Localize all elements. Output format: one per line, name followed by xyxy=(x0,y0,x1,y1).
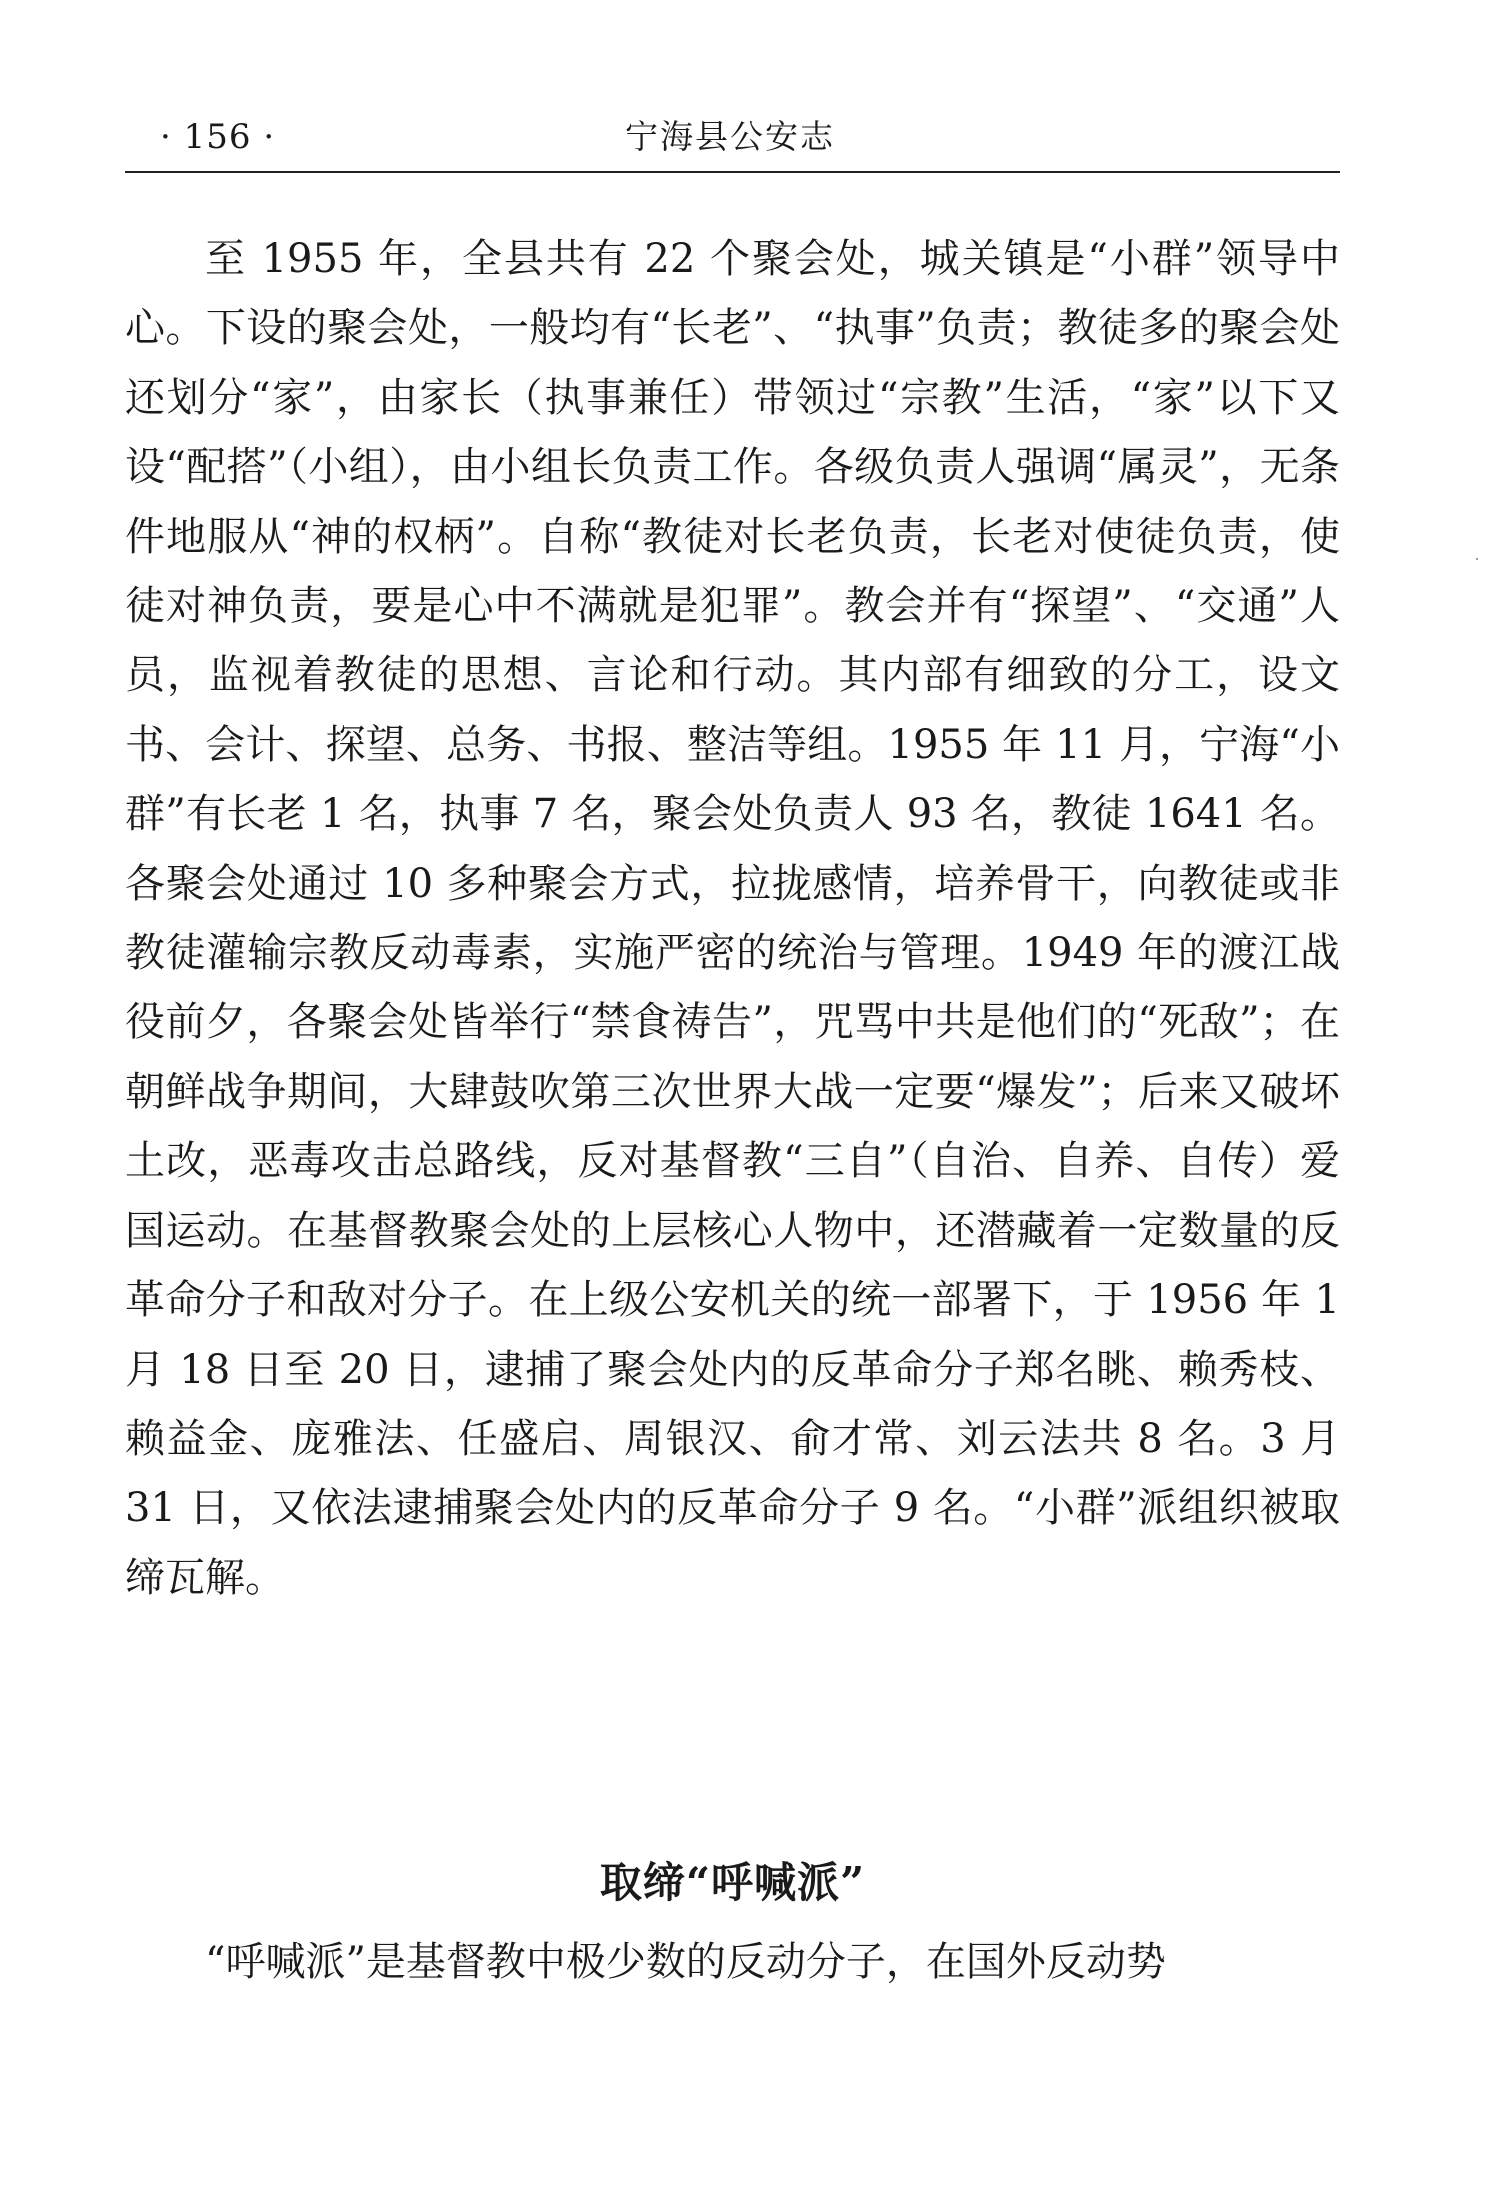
paragraph: 至 1955 年，全县共有 22 个聚会处，城关镇是“小群”领导中心。下设的聚会处，一般均有“长老”、“执事”负责；教徒多的聚会处还划分“家”，由家长（执事兼任）带领过“宗教”生活，“家”以下又设“配搭”（小组），由小组长负责工作。各级负责人强调“属灵”，无条件地服从“神的权柄”。自称“教徒对长老负责，长老对使徒负责，使徒对神负责，要是心中不满就是犯罪”。教会并有“探望”、“交通”人员，监视着教徒的思想、言论和行动。其内部有细致的分工，设文书、会计、探望、总务、书报、整洁等组。1955 年 11 月，宁海“小群”有长老 1 名，执事 7 名，聚会处负责人 93 名，教徒 1641 名。各聚会处通过 10 多种聚会方式，拉拢感情，培养骨干，向教徒或非教徒灌输宗教反动毒素，实施严密的统治与管理。1949 年的渡江战役前夕，各聚会处皆举行“禁食祷告”，咒骂中共是他们的“死敌”；在朝鲜战争期间，大肆鼓吹第三次世界大战一定要“爆发”；后来又破坏土改，恶毒攻击总路线，反对基督教“三自”（自治、自养、自传）爱国运动。在基督教聚会处的上层核心人物中，还潜藏着一定数量的反革命分子和敌对分子。在上级公安机关的统一部署下，于 1956 年 1 月 18 日至 20 日，逮捕了聚会处内的反革命分子郑名眺、赖秀枝、赖益金、庞雅法、任盛启、周银汉、俞才常、刘云法共 8 名。3 月 31 日，又依法逮捕聚会处内的反革命分子 9 名。“小群”派组织被取缔瓦解。 xyxy=(125,236,1340,1601)
section-body-text xyxy=(125,1928,1340,1997)
paragraph: “呼喊派”是基督教中极少数的反动分子，在国外反动势 xyxy=(205,1939,1166,1985)
page-header xyxy=(125,112,1340,172)
page-number: · 156 · xyxy=(160,117,276,157)
header-rule xyxy=(125,171,1340,173)
section-heading: 取缔“呼喊派” xyxy=(599,1857,866,1907)
scan-speck xyxy=(1476,558,1478,560)
body-text xyxy=(125,225,1340,1613)
running-title: 宁海县公安志 xyxy=(625,117,835,156)
